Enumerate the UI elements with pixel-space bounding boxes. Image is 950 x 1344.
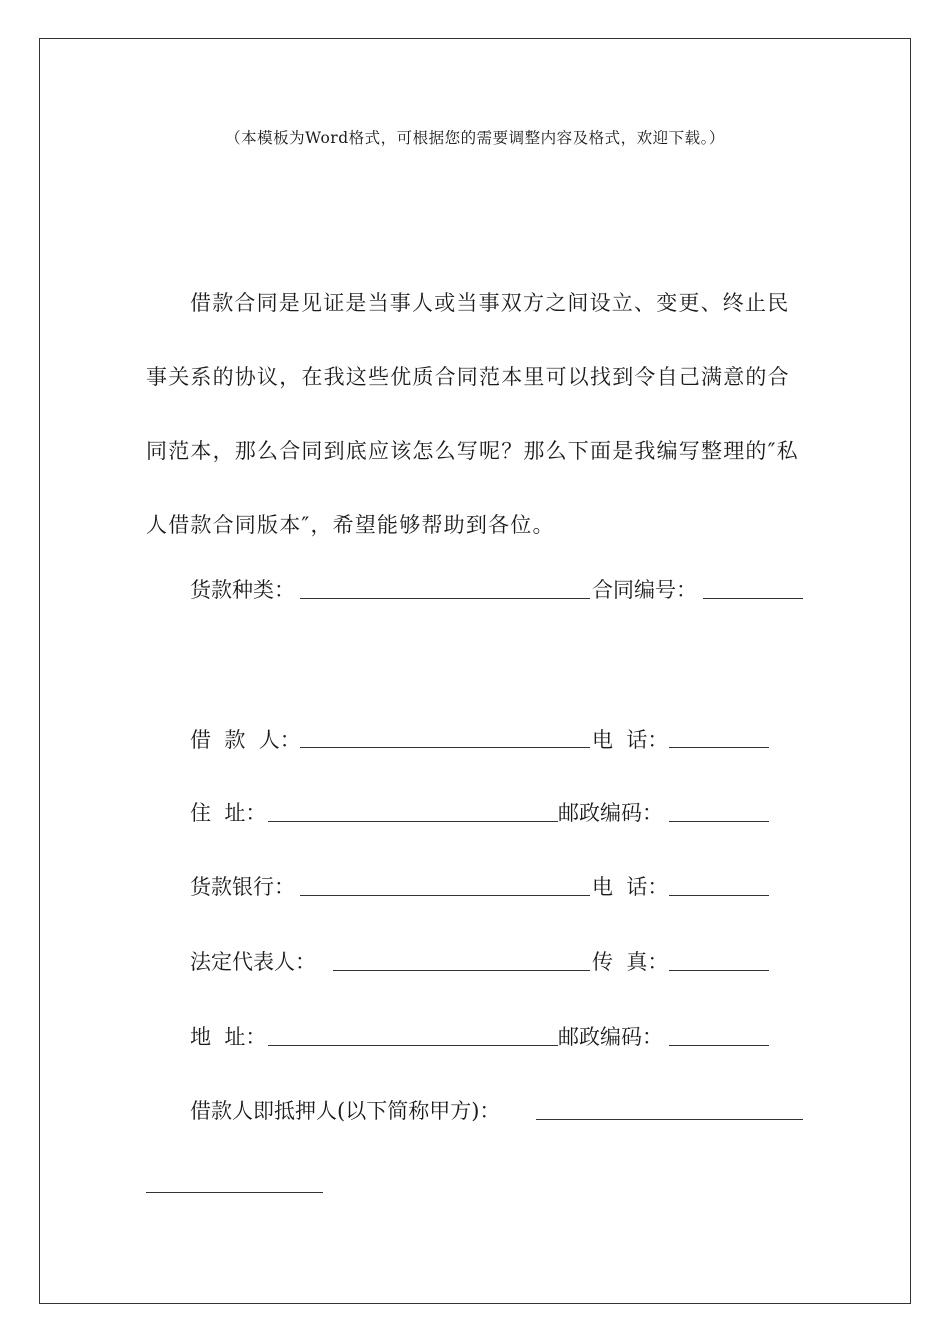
blank-contract-no[interactable] [703,598,803,599]
label-postal-2: 邮政编码： [558,1025,663,1049]
label-bank: 货款银行： [190,875,295,899]
blank-address-1[interactable] [268,821,558,822]
label-postal-1: 邮政编码： [558,801,663,825]
label-address-2: 地 址： [190,1025,267,1049]
label-fax: 传 真： [592,950,669,974]
blank-postal-1[interactable] [669,821,769,822]
blank-fax[interactable] [669,970,769,971]
blank-borrower[interactable] [300,747,590,748]
intro-paragraph [146,266,806,562]
label-phone-1: 电 话： [592,728,669,752]
label-address-1: 住 址： [190,801,267,825]
blank-postal-2[interactable] [669,1045,769,1046]
blank-loan-type[interactable] [300,598,590,599]
label-contract-no: 合同编号： [592,578,697,602]
label-mortgagor: 借款人即抵押人(以下简称甲方)： [190,1099,501,1123]
blank-phone-2[interactable] [669,895,769,896]
template-note: （本模板为Word格式，可根据您的需要调整内容及格式，欢迎下载。） [225,129,725,147]
blank-bank[interactable] [300,895,590,896]
label-legal-rep: 法定代表人： [190,950,316,974]
intro-text: 借款合同是见证是当事人或当事双方之间设立、变更、终止民事关系的协议，在我这些优质合同范本里可以找到令自己满意的合同范本，那么合同到底应该怎么写呢？那么下面是我编写整理的″私人借款合同版本″，希望能够帮助到各位。 [146,291,799,537]
blank-mortgagor-continued[interactable] [146,1192,323,1193]
label-borrower: 借 款 人： [190,728,301,752]
blank-phone-1[interactable] [669,747,769,748]
blank-mortgagor[interactable] [536,1119,803,1120]
blank-legal-rep[interactable] [333,970,590,971]
label-phone-2: 电 话： [592,875,669,899]
blank-address-2[interactable] [268,1045,558,1046]
label-loan-type: 货款种类： [190,578,295,602]
